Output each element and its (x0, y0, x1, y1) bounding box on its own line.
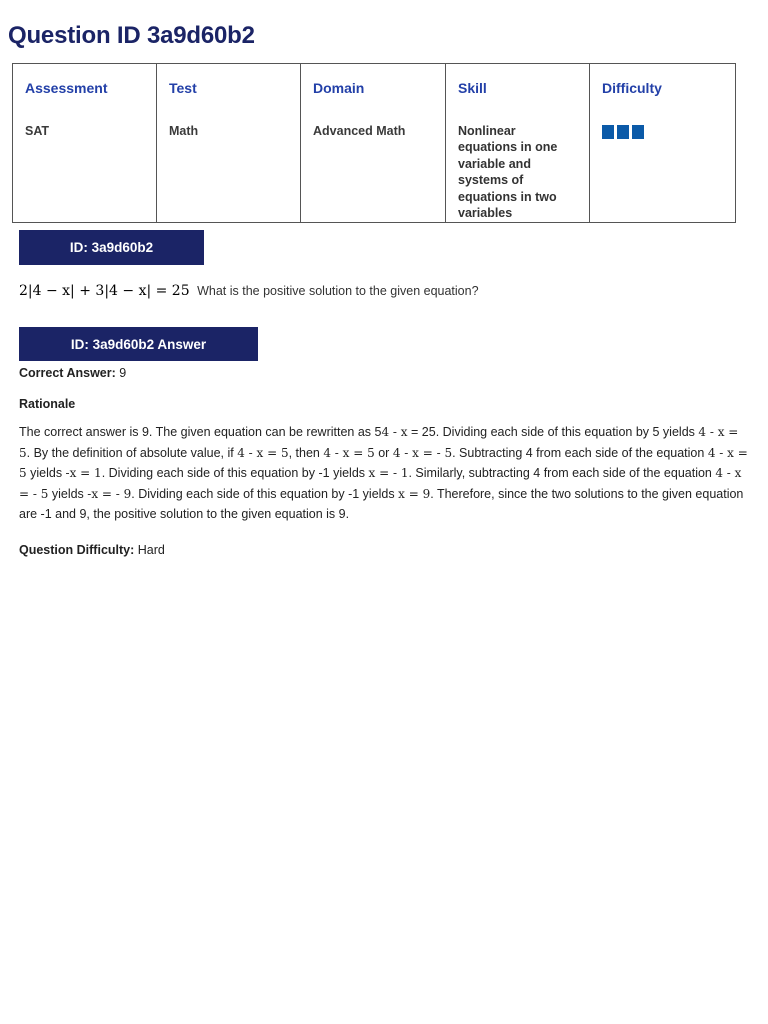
math-expression: 4 - x = 5 (19, 445, 748, 480)
value-difficulty (590, 112, 736, 223)
math-expression: -x = - 9 (87, 486, 132, 501)
rationale-segment: , then (288, 445, 324, 460)
rationale-segment: . By the definition of absolute value, if (26, 445, 238, 460)
correct-answer-label: Correct Answer: (19, 366, 116, 380)
rationale-segment: . Therefore, since the two solutions to the given equation are -1 and 9, the positive solution to the given equation is 9. (19, 486, 744, 521)
table-header-row (13, 64, 736, 112)
question-prompt: What is the positive solution to the given equation? (197, 284, 479, 298)
difficulty-bar (602, 125, 614, 139)
page-title: Question ID 3a9d60b2 (8, 22, 255, 49)
difficulty-bar (632, 125, 644, 139)
correct-answer (19, 366, 126, 380)
rationale-segment: . Subtracting 4 from each side of the equation (452, 445, 708, 460)
header-test: Test (157, 64, 301, 112)
table-value-row (13, 112, 736, 223)
answer-id-banner: ID: 3a9d60b2 Answer (19, 327, 258, 361)
difficulty-bar (617, 125, 629, 139)
question-equation: 2|4 − x| + 3|4 − x| = 25 (19, 283, 190, 299)
rationale-segment: yields (26, 466, 66, 480)
value-skill: Nonlinear equations in one variable and systems of equations in two variables (446, 112, 590, 223)
math-expression: 4 - x = 5 (323, 445, 375, 460)
value-assessment: SAT (13, 112, 157, 223)
rationale-heading: Rationale (19, 397, 76, 411)
math-expression: -x = 1 (65, 466, 102, 480)
rationale-segment: . Dividing each side of this equation by -1 yields (101, 466, 369, 480)
value-test: Math (157, 112, 301, 223)
value-domain: Advanced Math (301, 112, 446, 223)
math-expression: 4 - x (381, 425, 408, 439)
math-expression: 4 - x = 5 (237, 445, 289, 460)
rationale-segment: . Similarly, subtracting 4 from each side of the equation (408, 466, 716, 480)
header-skill: Skill (446, 64, 590, 112)
correct-answer-value: 9 (119, 366, 127, 380)
difficulty-label: Question Difficulty: (19, 543, 135, 557)
math-expression: 4 - x = 5 (19, 425, 739, 460)
rationale-segment: . Dividing each side of this equation by -1 yields (131, 486, 399, 501)
header-domain: Domain (301, 64, 446, 112)
rationale-segment: The correct answer is 9. The given equation can be rewritten as 5 (19, 425, 382, 439)
difficulty-value: Hard (137, 543, 165, 557)
rationale-segment: yields (48, 486, 88, 501)
question-id-banner: ID: 3a9d60b2 (19, 230, 204, 265)
difficulty-indicator (602, 125, 723, 139)
header-difficulty: Difficulty (590, 64, 736, 112)
rationale-text (19, 422, 749, 525)
rationale-segment: or (374, 445, 393, 460)
question-metadata-table (12, 63, 736, 223)
math-expression: x = - 1 (368, 466, 409, 480)
question-difficulty (19, 543, 165, 557)
math-expression: 4 - x = - 5 (19, 466, 742, 501)
math-expression: x = 9 (398, 486, 431, 501)
rationale-segment: = 25. Dividing each side of this equation by 5 yields (407, 425, 699, 439)
question-text (19, 283, 479, 299)
header-assessment: Assessment (13, 64, 157, 112)
math-expression: 4 - x = - 5 (392, 445, 453, 460)
